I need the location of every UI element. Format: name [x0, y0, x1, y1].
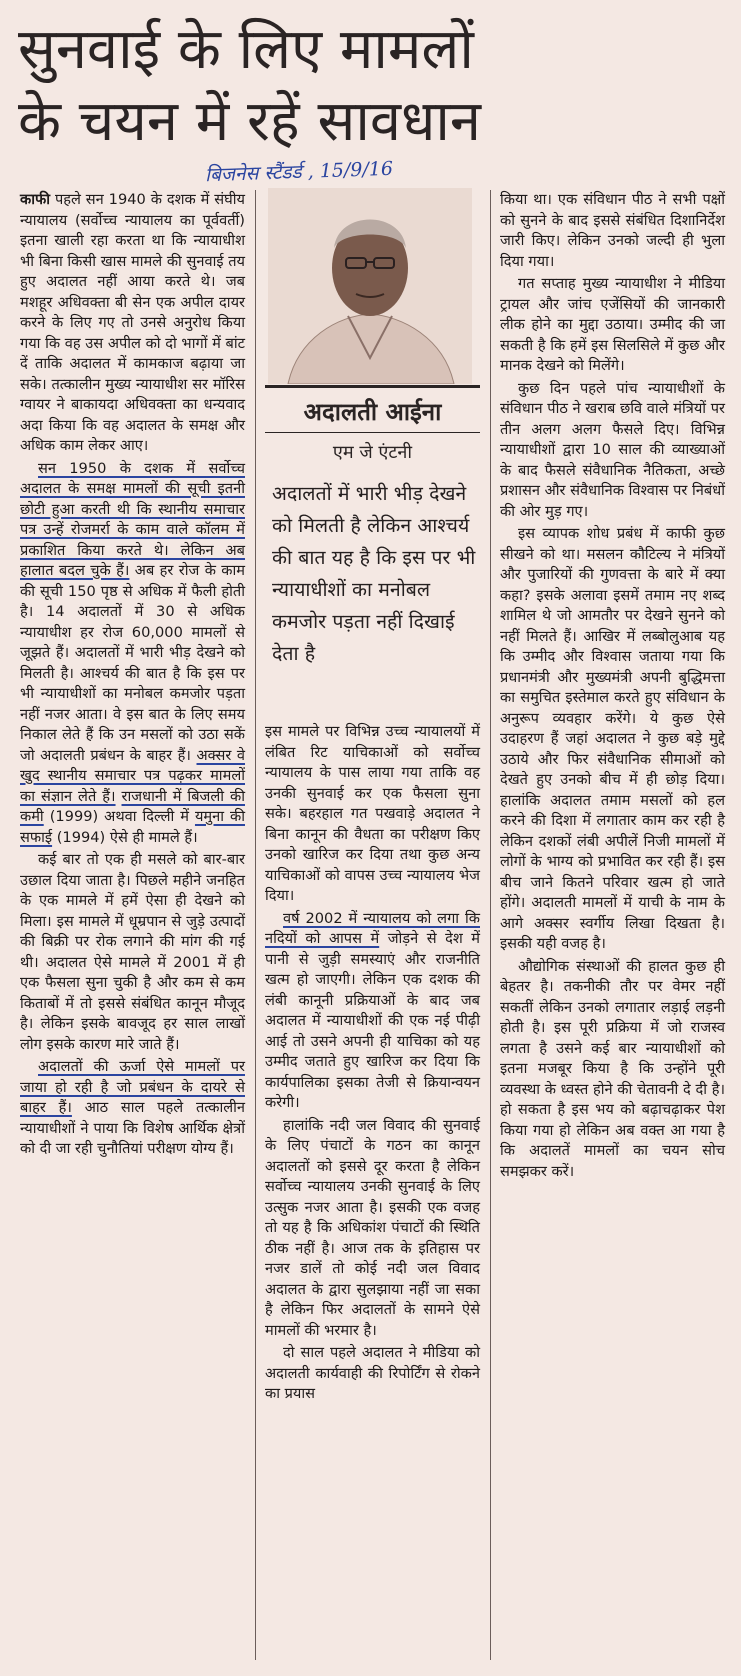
col1-paragraph-2: अब हर रोज के काम की सूची 150 पृष्ठ से अधिक में फैली होती है। 14 अदालतों में 30 से अधिक न्यायाधीश हर रोज 60,000 मामलों से जूझते हैं। अदालतों में भारी भीड़ देखने को मिलती है। आश्चर्य की बात है कि इस पर भी न्यायाधीशों का मनोबल कमजोर पड़ता नहीं नजर आता। वे इस बात के लिए समय निकाल लेते हैं कि उन मसलों को उठा सकें जो अदालती प्रबंधन के बाहर हैं।	[20, 562, 246, 764]
col3-paragraph-2: गत सप्ताह मुख्य न्यायाधीश ने मीडिया ट्रायल और जांच एजेंसियों की जानकारी लीक होने का मुद्दा उठाया। उम्मीद की जा सकती है कि हमें इस सिलसिले में कुछ और मानक देखने को मिलेंगे।	[500, 275, 725, 374]
col2-paragraph-2: जोड़ने से देश में पानी से जुड़ी समस्याएं और राजनीति खत्म हो जाएगी। लेकिन एक दशक की लंबी कानूनी प्रक्रियाओं के बाद जब अदालत में न्यायाधीशों की एक नई पीढ़ी आई तो उसने अपनी ही याचिका को यह उम्मीद जताते हुए खारिज कर दिया कि कार्यपालिका इसका तेजी से क्रियान्वयन करेगी।	[265, 930, 481, 1111]
headline	[18, 14, 718, 158]
author-portrait-image	[268, 188, 472, 384]
author-byline: एम जे एंटनी	[332, 442, 413, 463]
author-photo	[268, 188, 472, 384]
column-divider-1	[255, 190, 256, 1660]
col1-underlined-passage-1: सन 1950 के दशक में सर्वोच्च अदालत के समक्ष मामलों की सूची इतनी छोटी हुआ करती थी कि स्थानीय समाचार पत्र उन्हें रोजमर्रा के काम वाले कॉलम में प्रकाशित किया करते थे। लेकिन अब हालात बदल चुके हैं।	[20, 459, 245, 579]
headline-line-2: के चयन में रहें सावधान	[18, 89, 481, 154]
col1-paragraph-1: पहले सन 1940 के दशक में संघीय न्यायालय (सर्वोच्च न्यायालय का पूर्ववर्ती) इतना खाली रहा करता था कि न्यायाधीश भी बिना किसी खास मामले की सुनवाई तय हुए अदालत नहीं आया करते थे। जब मशहूर अधिवक्ता बी सेन एक अपील दायर करने के लिए गए तो उनसे अनुरोध किया गया कि वह उस अपील को दो भागों में बांट दें ताकि अदालत में कामकाज बढ़ाया जा सके। तत्कालीन मुख्य न्यायाधीश सर मॉरिस ग्वायर ने बाकायदा अधिवक्ता का धन्यवाद अदा किया कि वह अदालत के समक्ष और अधिक काम लेकर आए।	[20, 191, 245, 454]
col1-underlined-passage-5: अदालतों की ऊर्जा ऐसे मामलों पर जाया हो रही है जो प्रबंधन के दायरे से बाहर हैं।	[20, 1058, 245, 1116]
lead-word: काफी	[20, 191, 51, 208]
col2-underlined-passage: वर्ष 2002 में न्यायालय को लगा कि नदियों को आपस में	[265, 909, 480, 947]
col2-paragraph-4: दो साल पहले अदालत ने मीडिया को अदालती कार्यवाही की रिपोर्टिंग से रोकने का प्रयास	[265, 1344, 480, 1402]
col1-underlined-passage-2: अक्सर वे खुद स्थानीय समाचार पत्र पढ़कर मामलों का संज्ञान लेते हैं।	[20, 746, 245, 805]
handwritten-note: बिजनेस स्टैंडर्ड , 15/9/16	[204, 157, 394, 187]
column-divider-2	[490, 190, 491, 1660]
headline-line-1: सुनवाई के लिए मामलों	[18, 17, 474, 82]
col1-paragraph-4: आठ साल पहले तत्कालीन न्यायाधीशों ने पाया कि विशेष आर्थिक क्षेत्रों को दी जा रही चुनौतियां परीक्षण योग्य हैं।	[20, 1099, 245, 1157]
col1-paragraph-2-cont: (1999) अथवा दिल्ली में	[49, 808, 189, 825]
col1-paragraph-3: कई बार तो एक ही मसले को बार-बार उछाल दिया जाता है। पिछले महीने जनहित के एक मामले में हमें ऐसा ही देखने को मिला। इस मामले में धूम्रपान से जुड़े उत्पादों की बिक्री पर रोक लगाने की मांग की गई थी। अदालत ऐसे मामले में 2001 में ही एक फैसला सुना चुकी है और कम से कम किताबों में तो इससे संबंधित कानून मौजूद है। लेकिन इसके बावजूद हर साल लाखों लोग इसके कारण मारे जाते हैं।	[20, 851, 245, 1053]
col2-paragraph-1: इस मामले पर विभिन्न उच्च न्यायालयों में लंबित रिट याचिकाओं को सर्वोच्च न्यायालय के पास लाया गया ताकि वह उनकी सुनवाई कर एक फैसला सुना सके। बहरहाल गत पखवाड़े अदालत ने बिना कानून की वैधता का परीक्षण किए उनको खारिज कर दिया तथा कुछ अन्य याचिकाओं को वापस उच्च न्यायालय भेज दिया।	[265, 723, 480, 904]
article-column-3	[500, 190, 725, 1184]
column-name: अदालती आईना	[303, 398, 442, 426]
col3-paragraph-1: किया था। एक संविधान पीठ ने सभी पक्षों को सुनने के बाद इससे संबंधित दिशानिर्देश जारी किए। लेकिन उनको जल्दी ही भुला दिया गया।	[500, 191, 725, 270]
col1-underlined-passage-3: राजधानी में बिजली की कमी	[20, 787, 245, 825]
author-divider	[265, 432, 480, 433]
article-column-2	[265, 722, 480, 1407]
pull-quote: अदालतों में भारी भीड़ देखने को मिलती है लेकिन आश्चर्य की बात यह है कि इस पर भी न्यायाधीशों का मनोबल कमजोर पड़ता नहीं दिखाई देता है	[272, 482, 476, 665]
col1-underlined-passage-4: यमुना की सफाई	[20, 808, 245, 846]
col3-paragraph-3: कुछ दिन पहले पांच न्यायाधीशों के संविधान पीठ ने खराब छवि वाले मंत्रियों पर तीन अलग अलग फैसले दिए। विभिन्न न्यायाधीशों द्वारा 10 साल की व्याख्याओं के बाद फैसले संवैधानिक नैतिकता, अच्छे प्रशासन और संवैधानिक विश्वास पर निबंधों की ओर मुड़ गए।	[500, 379, 725, 520]
col1-paragraph-2-end: (1994) ऐसे ही मामले हैं।	[56, 828, 198, 846]
col2-paragraph-3: हालांकि नदी जल विवाद की सुनवाई के लिए पंचाटों के गठन का कानून अदालतों को इससे दूर करता है लेकिन सर्वोच्च न्यायालय उनकी सुनवाई के लिए उत्सुक नजर आता है। इसकी एक वजह तो यह है कि अधिकांश पंचाटों की स्थिति ठीक नहीं है। आज तक के इतिहास पर नजर डालें तो कोई नदी जल विवाद अदालत के द्वारा सुलझाया नहीं जा सका है लेकिन फिर अदालतों के सामने ऐसे मामलों की भरमार है।	[265, 1116, 480, 1339]
article-column-1	[20, 190, 245, 1162]
col3-paragraph-4: इस व्यापक शोध प्रबंध में काफी कुछ सीखने को था। मसलन कौटिल्य ने मंत्रियों और पुजारियों की गुणवत्ता के बारे में क्या कहा? इसके अलावा इसमें तमाम नए शब्द शामिल थे जो आमतौर पर देखने सुनने को नहीं मिलते हैं। आखिर में लब्बोलुआब यह कि उम्मीद और विश्वास जताया गया कि प्रधानमंत्री और मुख्यमंत्री अपनी बुद्धिमत्ता का समुचित इस्तेमाल करते हुए संविधान के अनुरूप व्यवहार करेंगे। ये कुछ ऐसे उदाहरण हैं जहां अदालत ने कुछ बड़े मुद्दे उठाये और फिर संवैधानिक सीमाओं को देखते हुए उनको बीच में ही छोड़ दिया। हालांकि अदालत तमाम मसलों को हल करने की दिशा में लगातार काम कर रही है लेकिन दशकों लंबी अपीलें निजी मामलों में लोगों के भाग्य को प्रभावित कर रही हैं। इस बीच जाने कितने परिवार खत्म हो जाते होंगे। अदालती मामलों में याची के नाम के आगे अक्सर स्वर्गीय लिखा दिखता है। इसकी यही वजह है।	[500, 525, 725, 952]
col3-paragraph-5: औद्योगिक संस्थाओं की हालत कुछ ही बेहतर है। तकनीकी तौर पर वेमर नहीं सकतीं लेकिन उनको लगातार लड़ाई लड़नी होती है। इस पूरी प्रक्रिया में जो राजस्व लगता है उसने कई बार न्यायाधीशों को इतना मजबूर किया है कि उन्होंने पूरी व्यवस्था के ध्वस्त होने की चेतावनी दे दी है। हो सकता है इस भय को बढ़ाचढ़ाकर पेश किया गया हो लेकिन अब वक्त आ गया है कि अदालतें मामलों का चयन सोच समझकर करें।	[500, 957, 725, 1180]
column-top-rule	[265, 385, 480, 388]
